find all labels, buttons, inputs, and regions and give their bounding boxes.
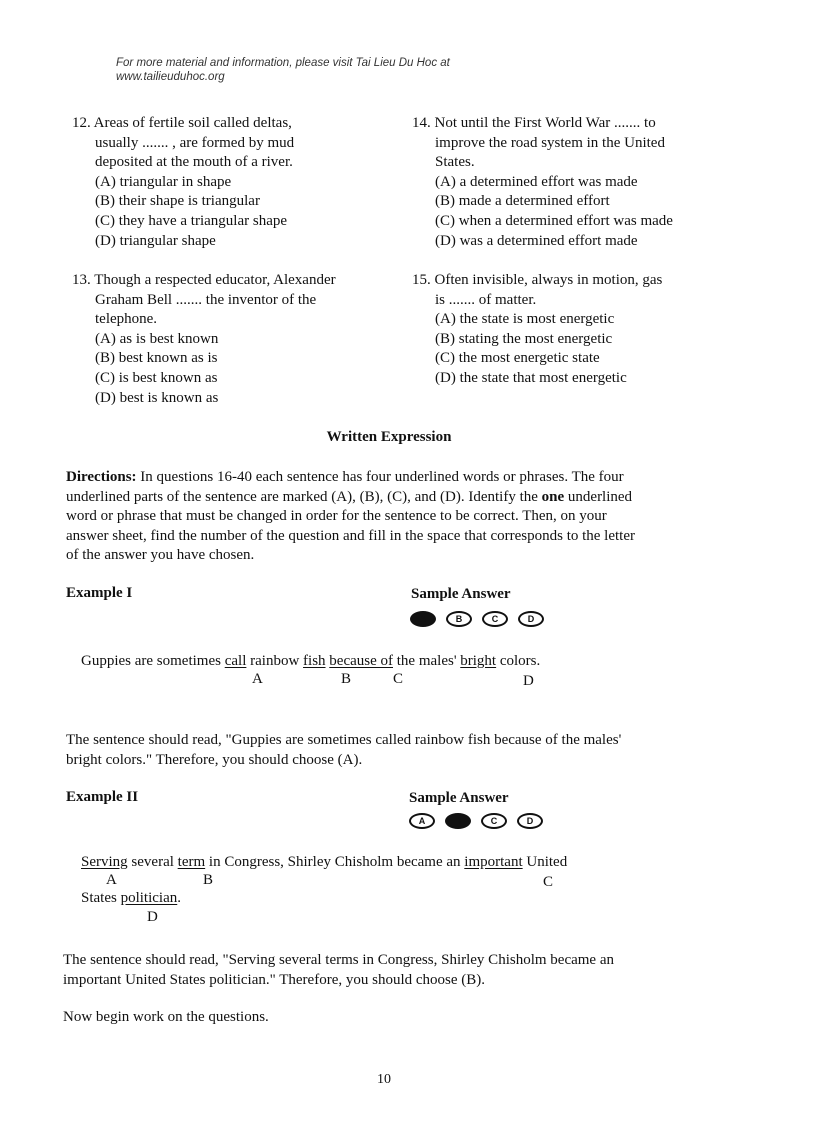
q15-stem-1: 15. Often invisible, always in motion, gas [412,272,663,288]
ex1-explanation-line-1: The sentence should read, "Guppies are sometimes called rainbow fish because of the males' [66,732,622,748]
q15-option-d: (D) the state that most energetic [435,369,627,386]
page-number: 10 [377,1072,391,1087]
q13-option-d: (D) best is known as [95,389,219,406]
ex1-letter-b: B [341,671,352,687]
header-line-1: For more material and information, please visit Tai Lieu Du Hoc at [116,57,450,69]
ex2-text-4: States [81,890,121,906]
ex2-underlined-c: important [464,854,523,870]
ex1-letter-c: C [393,671,404,687]
q14-option-b: (B) made a determined effort [435,193,610,210]
closing-instruction: Now begin work on the questions. [63,1009,269,1025]
directions-text-2c: underlined [564,488,633,505]
directions-line-4: answer sheet, find the number of the question and fill in the space that corresponds to the letter [66,527,635,544]
page-header [116,56,450,84]
directions-text-2a: underlined parts of the sentence are marked (A), (B), (C), and (D). Identify the [66,488,542,505]
ex1-bubble-d: D [518,611,544,627]
ex1-underlined-a: call [224,653,247,669]
q12-option-c: (C) they have a triangular shape [95,212,288,229]
ex2-bubble-a: A [409,813,435,829]
q12-stem-3: deposited at the mouth of a river. [95,154,293,171]
ex1-bubble-b: B [446,611,472,627]
example-2-answer-bubbles [409,813,543,829]
q13-stem-3: telephone. [95,311,158,328]
directions-line-1 [66,468,756,488]
example-2-label: Example II [66,789,139,805]
ex1-bubble-a-filled: A [410,611,436,627]
directions-label: Directions: [66,469,137,485]
ex2-underlined-b: term [177,854,206,870]
question-12 [72,114,294,251]
ex1-text-1: Guppies are sometimes [81,653,225,669]
q12-stem-1: 12. Areas of fertile soil called deltas, [72,115,292,131]
section-title: Written Expression [326,429,452,445]
ex2-letter-b: B [203,872,214,888]
q15-option-b: (B) stating the most energetic [435,330,613,347]
ex2-explanation-line-1: The sentence should read, "Serving several terms in Congress, Shirley Chisholm became an [63,952,614,968]
q14-stem-1: 14. Not until the First World War ....... to [412,115,656,131]
ex2-letter-d: D [147,909,158,925]
q14-stem-2: improve the road system in the United [435,134,665,151]
ex1-text-5: colors. [496,653,541,669]
directions-line-5: of the answer you have chosen. [66,547,255,563]
ex2-explanation-line-2: important United States politician." Therefore, you should choose (B). [63,971,486,988]
example-2-sentence [81,853,567,873]
example-1-explanation [66,731,621,770]
example-1-label: Example I [66,585,133,601]
ex1-underlined-c: because of [329,653,393,669]
q15-option-c: (C) the most energetic state [435,350,600,367]
directions-line-2 [66,488,756,508]
ex2-text-2: in Congress, Shirley Chisholm became an [205,854,465,870]
ex2-text-5: . [177,890,181,906]
question-15 [412,271,662,389]
ex2-letter-a: A [106,872,117,888]
q14-option-d: (D) was a determined effort made [435,232,638,249]
ex2-letter-c: C [543,874,554,890]
example-2-sample-answer-label: Sample Answer [409,790,509,806]
q14-stem-3: States. [435,154,475,171]
q13-stem-2: Graham Bell ....... the inventor of the [95,291,317,308]
directions-text-1: In questions 16-40 each sentence has four underlined words or phrases. The four [136,469,624,485]
directions-paragraph [66,468,756,566]
question-14 [412,114,673,251]
ex1-letter-a: A [252,671,263,687]
ex2-text-3: United [522,854,568,870]
q12-option-a: (A) triangular in shape [95,173,232,190]
ex1-text-2: rainbow [246,653,304,669]
directions-emphasis: one [541,488,565,505]
ex1-explanation-line-2: bright colors." Therefore, you should choose (A). [66,751,363,768]
example-1-answer-bubbles [410,611,544,627]
q15-stem-2: is ....... of matter. [435,291,537,308]
example-1-sentence [81,652,540,672]
q15-option-a: (A) the state is most energetic [435,311,615,328]
q13-option-b: (B) best known as is [95,350,218,367]
header-line-2: www.tailieuduhoc.org [116,71,225,83]
question-13 [72,271,336,408]
q12-stem-2: usually ....... , are formed by mud [95,134,295,151]
q13-option-c: (C) is best known as [95,369,218,386]
q14-option-a: (A) a determined effort was made [435,173,638,190]
ex2-bubble-c: C [481,813,507,829]
q14-option-c: (C) when a determined effort was made [435,212,673,229]
ex2-bubble-b-filled: B [445,813,471,829]
ex1-underlined-d: bright [460,653,497,669]
ex1-text-4: the males' [393,653,461,669]
ex1-bubble-c: C [482,611,508,627]
q12-option-d: (D) triangular shape [95,232,216,249]
ex2-bubble-d: D [517,813,543,829]
ex1-letter-d: D [523,673,534,689]
example-2-explanation [63,951,614,990]
q12-option-b: (B) their shape is triangular [95,193,260,210]
ex2-underlined-a: Serving [81,854,128,870]
q13-option-a: (A) as is best known [95,330,219,347]
directions-line-3: word or phrase that must be changed in order for the sentence to be correct. Then, on your [66,508,607,524]
ex1-underlined-b: fish [303,653,326,669]
ex2-text-1: several [127,854,178,870]
example-1-sample-answer-label: Sample Answer [411,586,511,602]
example-2-sentence-line-2 [81,889,181,909]
q13-stem-1: 13. Though a respected educator, Alexander [72,272,336,288]
ex2-underlined-d: politician [120,890,178,906]
